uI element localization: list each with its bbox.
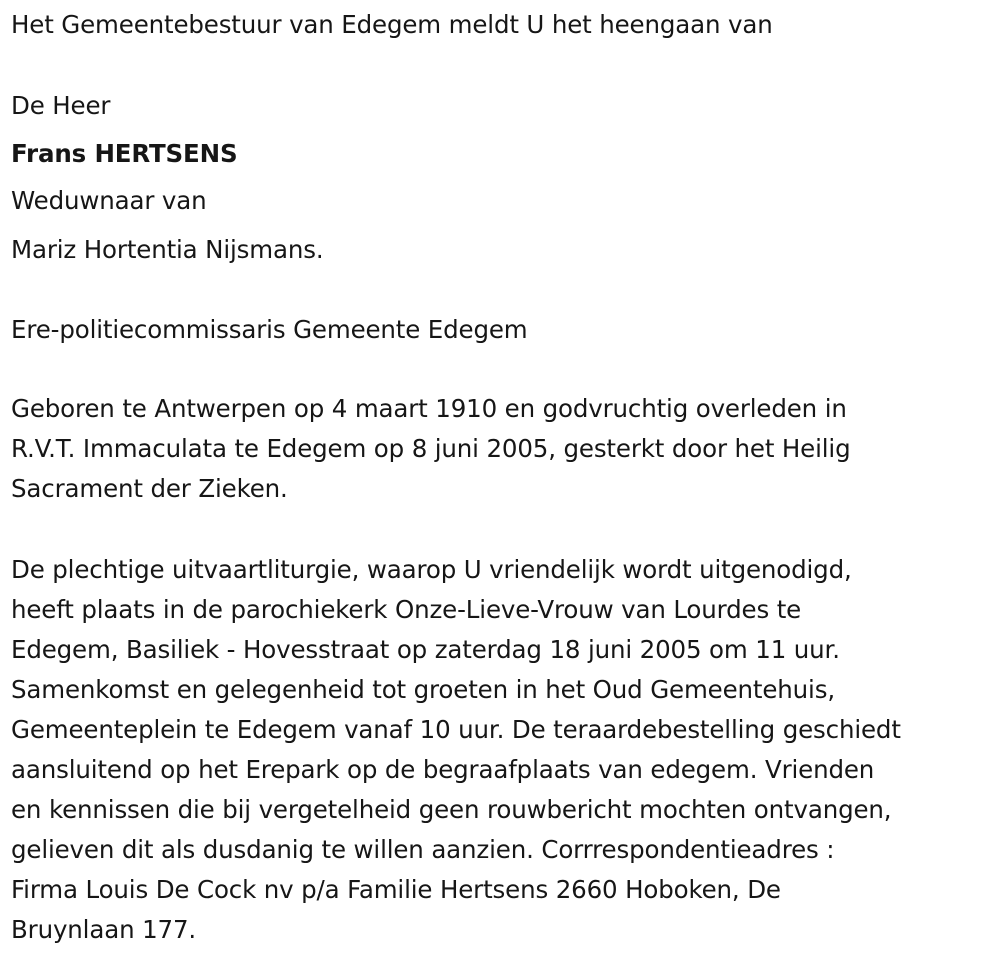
paragraph-line: Bruynlaan 177. [11, 915, 197, 944]
paragraph-line: Firma Louis De Cock nv p/a Familie Hertsens 2660 Hoboken, De [11, 875, 781, 904]
paragraph-line: Sacrament der Zieken. [11, 474, 288, 503]
spouse-name: Mariz Hortentia Nijsmans. [11, 235, 324, 264]
honorary-title: Ere-politiecommissaris Gemeente Edegem [11, 315, 528, 344]
intro-text: Het Gemeentebestuur van Edegem meldt U het heengaan van [11, 10, 773, 39]
paragraph-line: en kennissen die bij vergetelheid geen rouwbericht mochten ontvangen, [11, 795, 892, 824]
paragraph-line: R.V.T. Immaculata te Edegem op 8 juni 2005, gesterkt door het Heilig [11, 434, 851, 463]
deceased-name: Frans HERTSENS [11, 139, 238, 168]
paragraph-line: aansluitend op het Erepark op de begraafplaats van edegem. Vrienden [11, 755, 875, 784]
paragraph-line: heeft plaats in de parochiekerk Onze-Lieve-Vrouw van Lourdes te [11, 595, 802, 624]
paragraph-line: Gemeenteplein te Edegem vanaf 10 uur. De teraardebestelling geschiedt [11, 715, 901, 744]
paragraph-line: De plechtige uitvaartliturgie, waarop U vriendelijk wordt uitgenodigd, [11, 555, 852, 584]
funeral-paragraph [11, 550, 996, 950]
paragraph-line: Geboren te Antwerpen op 4 maart 1910 en godvruchtig overleden in [11, 394, 847, 423]
paragraph-line: Samenkomst en gelegenheid tot groeten in het Oud Gemeentehuis, [11, 675, 835, 704]
salutation: De Heer [11, 91, 111, 120]
birth-death-paragraph [11, 389, 996, 509]
relation-label: Weduwnaar van [11, 186, 207, 215]
paragraph-line: gelieven dit als dusdanig te willen aanzien. Corrrespondentieadres : [11, 835, 835, 864]
paragraph-line: Edegem, Basiliek - Hovesstraat op zaterdag 18 juni 2005 om 11 uur. [11, 635, 840, 664]
